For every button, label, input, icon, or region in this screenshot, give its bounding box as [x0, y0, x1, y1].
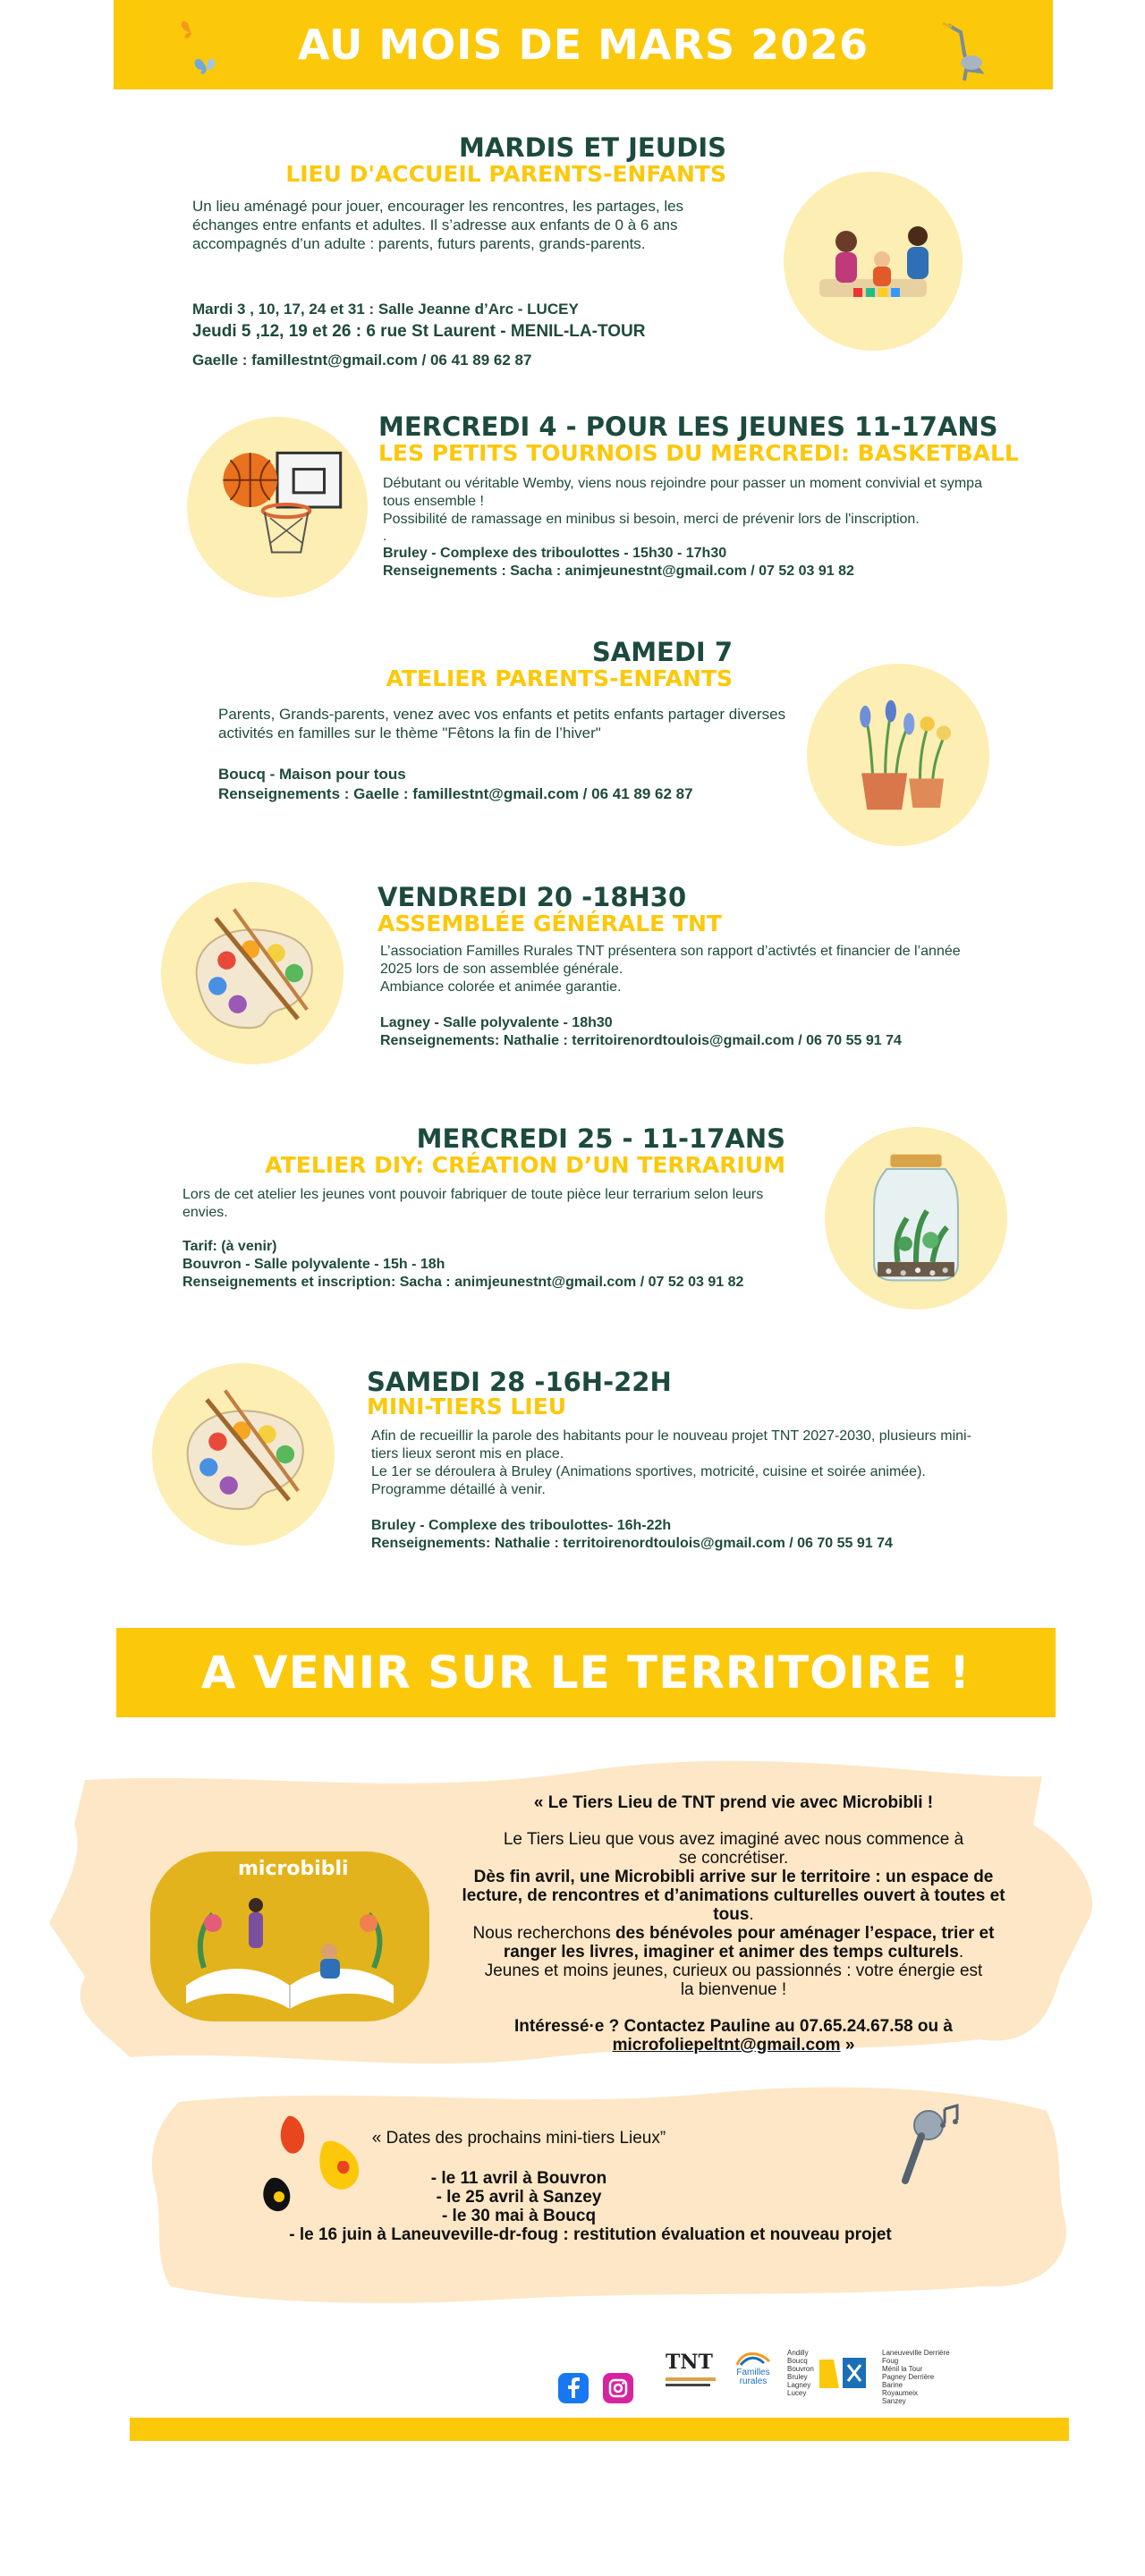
event-4-line-2: Renseignements: Nathalie : territoirenordtoulois@gmail.com / 06 70 55 91 74 [380, 1033, 902, 1048]
microbibli-p3-start: Nous recherchons [472, 1924, 615, 1943]
village-andilly: Andilly [787, 2349, 809, 2357]
event-2-title: MERCREDI 4 - POUR LES JEUNES 11-17ANS [378, 411, 998, 442]
village-royaumeix: Royaumeix [882, 2389, 919, 2397]
event-2-line-1: Bruley - Complexe des triboulottes - 15h30 - 17h30 [383, 546, 727, 561]
event-2-description: Débutant ou véritable Wemby, viens nous rejoindre pour passer un moment convivial et sympa tous ensemble ! [383, 476, 982, 509]
villages-list-2 [882, 2349, 954, 2405]
page-title-banner [114, 0, 1053, 89]
tnt-logo-text: TNT [666, 2351, 713, 2374]
event-4-description: L’association Familles Rurales TNT présentera son rapport d’activtés et financier de l’année 2025 lors de son assemblée générale. [380, 944, 961, 977]
event-4-description-2: Ambiance colorée et animée garantie. [380, 979, 622, 995]
dates-list [268, 2169, 912, 2244]
event-2-line-2: Renseignements : Sacha : animjeunestnt@gmail.com / 07 52 03 91 82 [383, 564, 854, 579]
microbibli-p3-bold: des bénévoles pour aménager l’espace, trier et ranger les livres, imaginer et animer des temps culturels [503, 1924, 995, 1962]
event-3-title: SAMEDI 7 [591, 637, 733, 667]
event-3-line-1: Boucq - Maison pour tous [218, 766, 406, 783]
microbibli-p2 [447, 1868, 1020, 1924]
village-boucq: Boucq [787, 2357, 808, 2365]
event-5-line-2: Renseignements et inscription: Sacha : animjeunestnt@gmail.com / 07 52 03 91 82 [182, 1275, 744, 1290]
caf-logo [816, 2354, 869, 2392]
event-5-subtitle: ATELIER DIY: CRÉATION D’UN TERRARIUM [265, 1152, 785, 1178]
microbibli-text-block [447, 1793, 1020, 2055]
event-6-description: Afin de recueillir la parole des habitants pour le nouveau projet TNT 2027-2030, plusieurs mini-tiers lieux seront mis en place. [371, 1428, 971, 1462]
heron-icon [939, 18, 993, 82]
dates-heading: « Dates des prochains mini-tiers Lieux” [371, 2129, 666, 2148]
event-4-subtitle: ASSEMBLÉE GÉNÉRALE TNT [377, 911, 722, 936]
children-playing-illustration [784, 172, 963, 351]
event-4-title: VENDREDI 20 -18H30 [377, 882, 687, 912]
village-lucey: Lucey [787, 2389, 807, 2397]
microbibli-p2-bold: Dès fin avril, une Microbibli arrive sur le territoire : un espace de lecture, de rencontres et d’animations culturelles ouvert à toutes et tous [462, 1868, 1005, 1924]
microbibli-close: » [840, 2036, 855, 2055]
microbibli-illustration [150, 1852, 429, 2021]
event-5-description: Lors de cet atelier les jeunes vont pouvoir fabriquer de toute pièce leur terrarium selon leurs envies. [182, 1187, 764, 1220]
upcoming-title: A VENIR SUR LE TERRITOIRE ! [200, 1647, 971, 1699]
microbibli-p4: Jeunes et moins jeunes, curieux ou passionnés : votre énergie est la bienvenue ! [484, 1962, 983, 1999]
event-1-description: Un lieu aménagé pour jouer, encourager les rencontres, les partages, les échanges entre enfants et adultes. Il s’adresse aux enfants de 0 à 6 ans accompagnés d’un adulte : parents, futurs parents, grands-parents. [192, 198, 684, 252]
microbibli-p3-end: . [958, 1943, 964, 1962]
event-4-line-1: Lagney - Salle polyvalente - 18h30 [380, 1015, 613, 1030]
village-bouvron: Bouvron [787, 2365, 814, 2373]
event-6-title: SAMEDI 28 -16H-22H [367, 1367, 672, 1397]
event-1-subtitle: LIEU D'ACCUEIL PARENTS-ENFANTS [285, 161, 726, 187]
microbibli-contact [447, 2017, 1020, 2055]
facebook-icon[interactable] [558, 2373, 589, 2403]
microbibli-email-link[interactable]: microfoliepeltnt@gmail.com [612, 2036, 841, 2055]
upcoming-banner [116, 1628, 1056, 1717]
event-5-line-1: Bouvron - Salle polyvalente - 15h - 18h [182, 1257, 445, 1272]
event-6-subtitle: MINI-TIERS LIEU [367, 1394, 567, 1419]
microbibli-p3 [447, 1924, 1020, 1962]
butterfly-icon [177, 14, 220, 77]
flower-pots-illustration [807, 664, 989, 846]
dates-item-2: - le 25 avril à Sanzey [436, 2188, 602, 2207]
village-sanzey: Sanzey [882, 2397, 906, 2405]
event-5-title: MERCREDI 25 - 11-17ANS [416, 1123, 785, 1154]
village-pagney: Pagney Derrière Barine [882, 2373, 935, 2389]
basketball-hoop-illustration [187, 417, 368, 597]
microbibli-logo-text: microbibli [238, 1858, 349, 1880]
dates-item-1: - le 11 avril à Bouvron [430, 2169, 607, 2188]
event-3-subtitle: ATELIER PARENTS-ENFANTS [386, 665, 733, 691]
event-1-line-3: Gaelle : famillestnt@gmail.com / 06 41 89 62 87 [192, 352, 532, 369]
tnt-logo [666, 2351, 721, 2395]
instagram-icon[interactable] [603, 2373, 633, 2403]
event-6-line-1: Bruley - Complexe des triboulottes- 16h-22h [371, 1518, 672, 1533]
event-6-line-2: Renseignements: Nathalie : territoirenordtoulois@gmail.com / 06 70 55 91 74 [371, 1536, 893, 1551]
page-title: AU MOIS DE MARS 2026 [297, 21, 869, 69]
event-1-title: MARDIS ET JEUDIS [458, 132, 726, 163]
microbibli-contact-text: Intéressé·e ? Contactez Pauline au 07.65.24.67.58 ou à [514, 2017, 953, 2036]
village-lagney: Lagney [787, 2381, 811, 2389]
villages-list-1 [787, 2349, 814, 2397]
event-3-line-2: Renseignements : Gaelle : famillestnt@gmail.com / 06 41 89 62 87 [218, 785, 693, 802]
footer-bar [130, 2418, 1069, 2441]
event-6-description-3: Programme détaillé à venir. [371, 1482, 546, 1497]
event-1-line-2: Jeudi 5 ,12, 19 et 26 : 6 rue St Laurent - MENIL-LA-TOUR [192, 322, 646, 341]
paint-palette-illustration-2 [152, 1363, 335, 1546]
event-1-line-1: Mardi 3 , 10, 17, 24 et 31 : Salle Jeanne d’Arc - LUCEY [192, 301, 579, 318]
event-3-description: Parents, Grands-parents, venez avec vos enfants et petits enfants partager diverses activités en familles sur le thème "Fêtons la fin de l’hiver" [218, 706, 786, 741]
familles-rurales-logo [732, 2349, 775, 2397]
dates-item-3: - le 30 mai à Boucq [441, 2207, 597, 2225]
village-menil-la-tour: Ménil la Tour [882, 2365, 923, 2373]
village-bruley: Bruley [787, 2373, 808, 2381]
microbibli-p1: Le Tiers Lieu que vous avez imaginé avec nous commence à se concrétiser. [503, 1830, 964, 1868]
microbibli-heading: « Le Tiers Lieu de TNT prend vie avec Microbibli ! [533, 1793, 934, 1812]
event-2-description-2: Possibilité de ramassage en minibus si besoin, merci de prévenir lors de l'inscription. [383, 512, 920, 527]
terrarium-jar-illustration [825, 1127, 1007, 1309]
dates-item-4: - le 16 juin à Laneuveville-dr-foug : restitution évaluation et nouveau projet [289, 2225, 892, 2244]
paint-palette-illustration [161, 882, 344, 1064]
event-5-line-0: Tarif: (à venir) [182, 1239, 277, 1254]
village-laneuveville: Laneuveville Derrière Foug [882, 2349, 950, 2365]
microbibli-p2-end: . [749, 1905, 754, 1924]
event-6-description-2: Le 1er se déroulera à Bruley (Animations sportives, motricité, cuisine et soirée animée). [371, 1464, 926, 1479]
event-2-subtitle: LES PETITS TOURNOIS DU MERCREDI: BASKETBALL [378, 440, 1019, 466]
event-2-dot: . [383, 529, 387, 544]
familles-rurales-text: Familles rurales [736, 2368, 770, 2386]
